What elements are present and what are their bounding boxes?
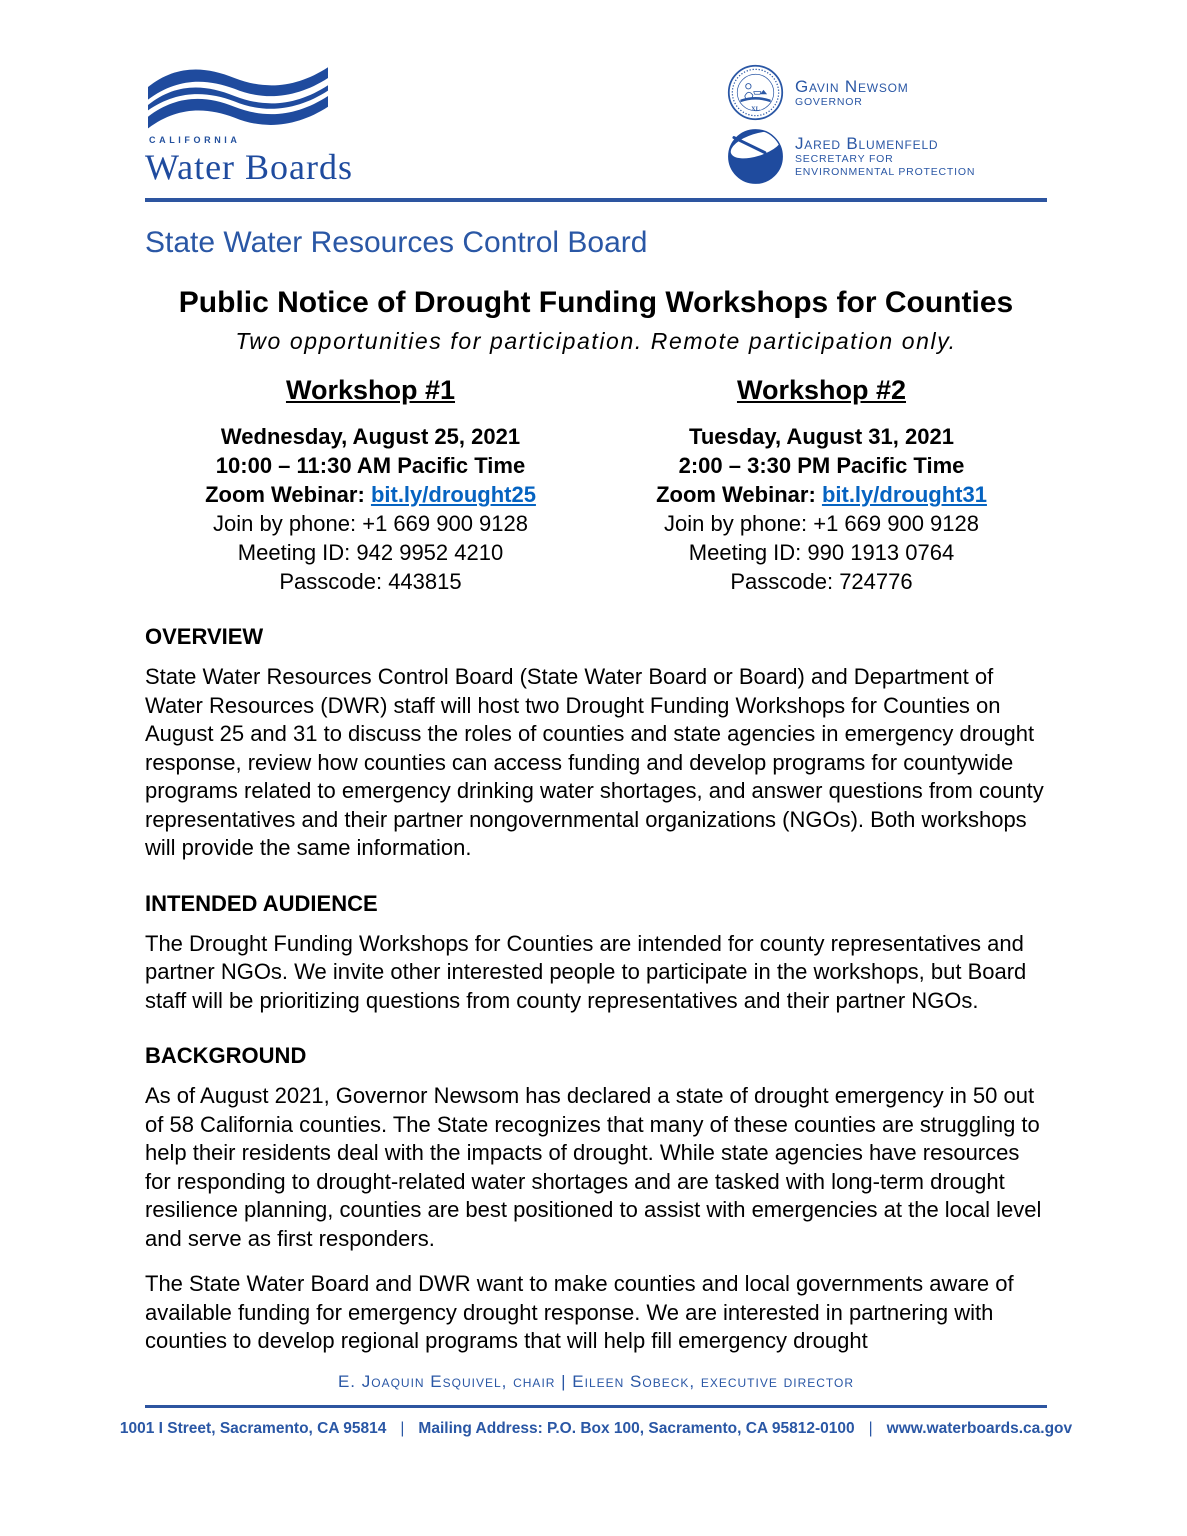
notice-title: Public Notice of Drought Funding Workshops for Counties	[178, 286, 1014, 319]
svg-text:XL: XL	[751, 105, 760, 113]
workshop-2-passcode: Passcode: 724776	[730, 569, 913, 594]
address-mailing: Mailing Address: P.O. Box 100, Sacramento, CA 95812-0100	[418, 1419, 855, 1437]
workshop-2	[596, 375, 1047, 596]
official-secretary	[727, 128, 1047, 185]
governor-title: GOVERNOR	[795, 95, 863, 108]
water-boards-logo	[145, 60, 405, 188]
workshop-1-meeting-id: Meeting ID: 942 9952 4210	[237, 540, 504, 565]
workshop-1-heading: Workshop #1	[285, 375, 456, 405]
calepa-logo-icon	[727, 128, 784, 185]
footer-address	[119, 1419, 1073, 1438]
section-heading: OVERVIEW	[145, 624, 264, 649]
secretary-title-line2: ENVIRONMENTAL PROTECTION	[795, 166, 976, 178]
official-text	[795, 134, 975, 179]
governor-name: Gavin Newsom	[795, 76, 909, 96]
section-overview	[145, 624, 1047, 863]
water-waves-icon	[147, 60, 329, 132]
secretary-name: Jared Blumenfeld	[795, 134, 939, 153]
logo-california-label: CALIFORNIA	[149, 135, 241, 145]
workshop-2-webinar-link[interactable]: bit.ly/drought31	[821, 482, 987, 507]
section-heading: BACKGROUND	[145, 1043, 307, 1068]
workshop-2-phone: Join by phone: +1 669 900 9128	[664, 511, 979, 536]
workshop-1-date: Wednesday, August 25, 2021	[220, 424, 521, 449]
california-state-seal-icon	[727, 64, 784, 121]
address-separator: |	[868, 1419, 873, 1437]
workshop-1-phone: Join by phone: +1 669 900 9128	[213, 511, 528, 536]
paragraph: The State Water Board and DWR want to make counties and local governments aware of available funding for emergency drought response. We are interested in partnering with counties to develop regional programs that will help fill emergency drought	[145, 1271, 1014, 1353]
section-intended-audience	[145, 891, 1047, 1016]
official-governor	[727, 64, 1047, 121]
footer-rule	[145, 1405, 1047, 1408]
workshop-1-passcode: Passcode: 443815	[279, 569, 462, 594]
paragraph: As of August 2021, Governor Newsom has declared a state of drought emergency in 50 out of 58 California counties. The State recognizes that many of these counties are struggling to help their residents deal with the impacts of drought. While state agencies have resources for responding to drought-related water shortages and are tasked with long-term drought resilience planning, counties are best positioned to assist with emergencies at the local level and serve as first responders.	[145, 1083, 1042, 1251]
workshop-1	[145, 375, 596, 596]
header-rule	[145, 198, 1047, 202]
paragraph: State Water Resources Control Board (State Water Board or Board) and Department of Water Resources (DWR) staff will host two Drought Funding Workshops for Counties on August 25 and 31 to discuss the roles of counties and state agencies in emergency drought response, review how counties can access funding and develop programs for countywide programs related to emergency drinking water shortages, and answer questions from county representatives and their partner nongovernmental organizations (NGOs). Both workshops will provide the same information.	[145, 664, 1044, 860]
workshops	[145, 375, 1047, 596]
address-separator: |	[400, 1419, 405, 1437]
section-heading: INTENDED AUDIENCE	[145, 890, 378, 916]
section-background	[145, 1043, 1047, 1356]
officials-block	[727, 64, 1047, 185]
paragraph: The Drought Funding Workshops for Counties are intended for county representatives and partner NGOs. We invite other interested people to participate in the workshops, but Board staff will be prioritizing questions from county representatives and their partner NGOs.	[145, 930, 1027, 1013]
official-text	[795, 77, 909, 109]
agency-title: State Water Resources Control Board	[145, 226, 648, 259]
workshop-2-time: 2:00 – 3:30 PM Pacific Time	[678, 453, 965, 478]
workshop-2-heading: Workshop #2	[736, 375, 907, 405]
workshop-1-time: 10:00 – 11:30 AM Pacific Time	[215, 453, 526, 478]
logo-water-boards-name: Water Boards	[145, 147, 354, 187]
workshop-2-date: Tuesday, August 31, 2021	[689, 424, 954, 449]
footer-officials-line: E. Joaquin Esquivel, chair | Eileen Sobeck, executive director	[337, 1371, 855, 1391]
masthead	[145, 60, 1047, 188]
workshop-1-webinar-link[interactable]: bit.ly/drought25	[370, 482, 536, 507]
address-street: 1001 I Street, Sacramento, CA 95814	[119, 1419, 387, 1437]
address-website: www.waterboards.ca.gov	[886, 1419, 1073, 1437]
workshop-2-meeting-id: Meeting ID: 990 1913 0764	[688, 540, 955, 565]
secretary-title-line1: SECRETARY FOR	[795, 153, 894, 165]
workshop-2-webinar-label: Zoom Webinar:	[656, 482, 816, 507]
notice-subtitle: Two opportunities for participation. Remote participation only.	[235, 328, 957, 354]
workshop-1-webinar-label: Zoom Webinar:	[205, 482, 365, 507]
